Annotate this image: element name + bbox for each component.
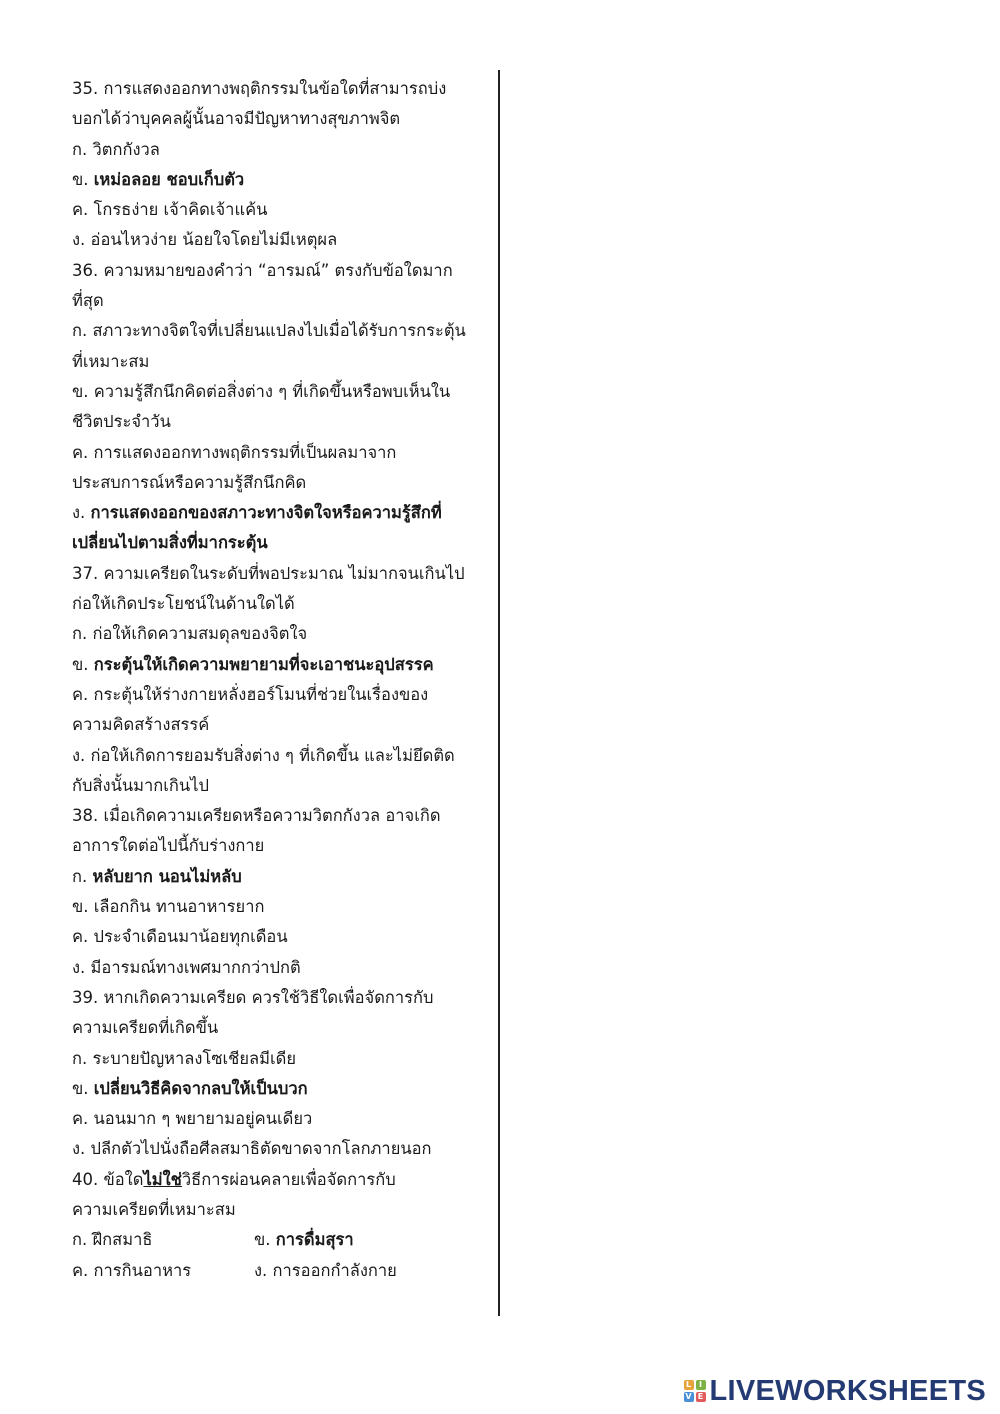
q37-stem-line2: ก่อให้เกิดประโยชน์ในด้านใดได้	[72, 594, 295, 614]
q40-option-b: ข. การดื่มสุรา	[254, 1230, 354, 1250]
q40-option-c: ค. การกินอาหาร	[72, 1260, 192, 1280]
q35-option-c: ค. โกรธง่าย เจ้าคิดเจ้าแค้น	[72, 200, 268, 220]
question-column	[72, 74, 492, 1286]
logo-tile: V	[685, 1392, 692, 1401]
q35-option-a: ก. วิตกกังวล	[72, 139, 160, 159]
q39-answer: เปลี่ยนวิธีคิดจากลบให้เป็นบวก	[93, 1078, 308, 1098]
liveworksheets-wordmark: LIVEWORKSHEETS	[709, 1374, 986, 1407]
q36-stem-line2: ที่สุด	[72, 291, 104, 311]
q36-option-c-line2: ประสบการณ์หรือความรู้สึกนึกคิด	[72, 472, 307, 492]
q37-answer: กระตุ้นให้เกิดความพยายามที่จะเอาชนะอุปสรรค	[93, 654, 434, 674]
q40-stem-line2: ความเครียดที่เหมาะสม	[72, 1199, 236, 1219]
q38-option-a: ก. หลับยาก นอนไม่หลับ	[72, 866, 242, 886]
q35-option-b: ข. เหม่อลอย ชอบเก็บตัว	[72, 169, 245, 189]
q36-option-b-line1: ข. ความรู้สึกนึกคิดต่อสิ่งต่าง ๆ ที่เกิดขึ้นหรือพบเห็นใน	[72, 381, 451, 401]
column-divider	[498, 70, 500, 1316]
q36-answer: การแสดงออกของสภาวะทางจิตใจหรือความรู้สึกที่	[90, 503, 442, 523]
logo-tile: I	[696, 1380, 706, 1390]
q37-option-b: ข. กระตุ้นให้เกิดความพยายามที่จะเอาชนะอุปสรรค	[72, 654, 434, 674]
logo-tile: L	[684, 1380, 694, 1390]
q40-option-a: ก. ฝึกสมาธิ	[72, 1230, 153, 1250]
q35-stem-line1: 35. การแสดงออกทางพฤติกรรมในข้อใดที่สามารถบ่ง	[72, 79, 447, 98]
q40-stem-line1: 40. ข้อใดไม่ใช่วิธีการผ่อนคลายเพื่อจัดการกับ	[72, 1169, 396, 1189]
q36-option-d-line1: ง. การแสดงออกของสภาวะทางจิตใจหรือความรู้สึกที่	[72, 503, 442, 523]
q39-stem-line2: ความเครียดที่เกิดขึ้น	[72, 1018, 219, 1038]
q37-option-a: ก. ก่อให้เกิดความสมดุลของจิตใจ	[72, 624, 308, 644]
liveworksheets-brand	[684, 1374, 987, 1408]
q38-stem-line1: 38. เมื่อเกิดความเครียดหรือความวิตกกังวล อาจเกิด	[72, 806, 441, 826]
q38-option-b: ข. เลือกกิน ทานอาหารยาก	[72, 897, 265, 917]
q37-option-c-line1: ค. กระตุ้นให้ร่างกายหลั่งฮอร์โมนที่ช่วยในเรื่องของ	[72, 684, 429, 704]
q40-options-row1	[72, 1225, 492, 1255]
q37-option-d-line2: กับสิ่งนั้นมากเกินไป	[72, 775, 209, 795]
q35-option-d: ง. อ่อนไหวง่าย น้อยใจโดยไม่มีเหตุผล	[72, 230, 338, 250]
q35-answer: เหม่อลอย ชอบเก็บตัว	[93, 169, 245, 189]
q38-answer: หลับยาก นอนไม่หลับ	[92, 866, 242, 886]
q36-option-b-line2: ชีวิตประจำวัน	[72, 412, 171, 432]
q38-option-c: ค. ประจำเดือนมาน้อยทุกเดือน	[72, 927, 288, 947]
q40-option-d: ง. การออกกำลังกาย	[254, 1260, 397, 1280]
q40-options-row2	[72, 1256, 492, 1286]
q40-answer: การดื่มสุรา	[275, 1230, 354, 1250]
q37-stem-line1: 37. ความเครียดในระดับที่พอประมาณ ไม่มากจนเกินไป	[72, 563, 465, 583]
q35-stem-line2: บอกได้ว่าบุคคลผู้นั้นอาจมีปัญหาทางสุขภาพจิต	[72, 109, 401, 129]
liveworksheets-logo-icon	[684, 1380, 706, 1402]
q39-option-c: ค. นอนมาก ๆ พยายามอยู่คนเดียว	[72, 1109, 313, 1129]
q39-option-b: ข. เปลี่ยนวิธีคิดจากลบให้เป็นบวก	[72, 1078, 308, 1098]
q36-option-a-line1: ก. สภาวะทางจิตใจที่เปลี่ยนแปลงไปเมื่อได้รับการกระตุ้น	[72, 321, 466, 341]
q38-option-d: ง. มีอารมณ์ทางเพศมากกว่าปกติ	[72, 957, 301, 977]
q36-option-a-line2: ที่เหมาะสม	[72, 351, 150, 371]
q36-stem-line1: 36. ความหมายของคำว่า “อารมณ์” ตรงกับข้อใดมาก	[72, 260, 453, 280]
q40-negation: ไม่ใช่	[143, 1169, 182, 1189]
q37-option-d-line1: ง. ก่อให้เกิดการยอมรับสิ่งต่าง ๆ ที่เกิดขึ้น และไม่ยึดติด	[72, 745, 455, 765]
q39-stem-line1: 39. หากเกิดความเครียด ควรใช้วิธีใดเพื่อจัดการกับ	[72, 987, 434, 1007]
q39-option-a: ก. ระบายปัญหาลงโซเชียลมีเดีย	[72, 1048, 297, 1068]
q39-option-d: ง. ปลีกตัวไปนั่งถือศีลสมาธิตัดขาดจากโลกภายนอก	[72, 1139, 432, 1159]
q36-option-c-line1: ค. การแสดงออกทางพฤติกรรมที่เป็นผลมาจาก	[72, 442, 397, 462]
q38-stem-line2: อาการใดต่อไปนี้กับร่างกาย	[72, 836, 265, 856]
q36-option-d-line2: เปลี่ยนไปตามสิ่งที่มากระตุ้น	[72, 533, 268, 553]
logo-tile: E	[696, 1392, 706, 1402]
q37-option-c-line2: ความคิดสร้างสรรค์	[72, 715, 210, 735]
